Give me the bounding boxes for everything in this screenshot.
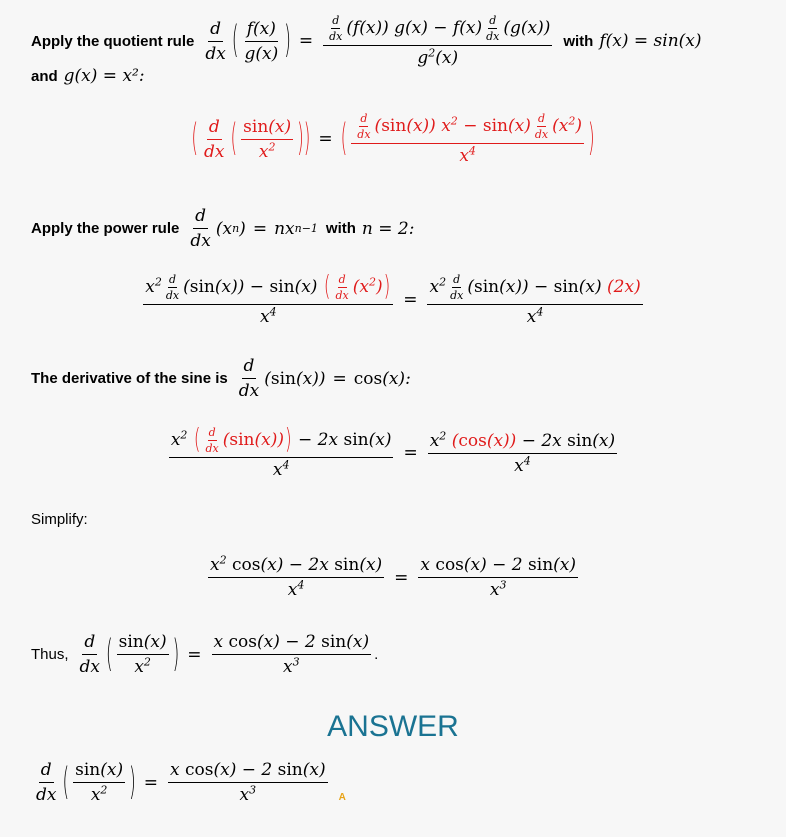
step-power-rule bbox=[31, 206, 414, 251]
step-quotient-line2 bbox=[31, 66, 145, 86]
step-sine-label: The derivative of the sine is bbox=[31, 370, 228, 387]
power-rule-formula: $\frac{d}{dx}$ (x n ) = nx n−1 bbox=[190, 206, 318, 251]
step-power-label: Apply the power rule bbox=[31, 220, 180, 237]
g-definition: g(x) = x²: bbox=[63, 66, 145, 86]
equation-sine-applied: $x^2$ ( $\frac{d}{dx}$ (sin(x))) − 2x sin(x) $x^4$ = $\frac{x^2 (\cos(x)) - 2x \sin(x)}{x^4}$ bbox=[170, 424, 616, 480]
step-power-with: with bbox=[325, 220, 356, 237]
equation-simplified: $\frac{x^2 \cos(x) - 2x \sin(x)}{x^4}$ = $\frac{\text{x cos(x) − 2 sin(x)}}{x^3}$ bbox=[209, 553, 577, 600]
step-thus bbox=[31, 632, 378, 677]
answer-formula: $\frac{d}{dx}$ ( $\frac{\sin(x)}{x^2}$ ) = $\frac{\text{x cos(x) − 2 sin(x)}}{x^3}$ bbox=[36, 760, 326, 805]
step-quotient-and: and bbox=[31, 67, 58, 85]
answer-formula-row bbox=[31, 760, 346, 805]
n-definition: n = 2: bbox=[361, 218, 415, 239]
f-definition: f(x) = sin(x) bbox=[599, 31, 702, 51]
step-sine-colon: : bbox=[405, 368, 411, 389]
step-simplify-label: Simplify: bbox=[31, 511, 88, 528]
thus-formula: $\frac{d}{dx}$ ( $\frac{\sin(x)}{x^2}$ ) = $\frac{\text{x cos(x) − 2 sin(x)}}{x^3}$ bbox=[79, 632, 370, 677]
quotient-rule-formula: $\frac{d}{dx}$ ( $\frac{f(x)}{g(x)}$ ) = $\frac{d}{dx}$ (f(x)) g(x) − f(x) $\frac{d}{dx}$ (g(x)) $g^2(x)$ bbox=[205, 14, 551, 68]
step-thus-end: . bbox=[374, 646, 379, 663]
equation-power-applied: $x^2$ $\frac{d}{dx}$ (sin(x)) − sin(x) ( $\frac{d}{dx}$ $(x^2)$) $x^4$ = $x^2$ $\frac{d}{dx}$ (sin(x)) − sin(x) (2x) $x^4$ bbox=[145, 271, 641, 327]
answer-badge-icon[interactable]: A bbox=[338, 792, 346, 803]
step-simplify bbox=[31, 511, 88, 528]
answer-title: ANSWER bbox=[327, 710, 459, 743]
step-sine-derivative bbox=[31, 356, 411, 401]
step-thus-label: Thus, bbox=[31, 646, 69, 663]
step-quotient-label: Apply the quotient rule bbox=[31, 32, 195, 50]
step-quotient-rule bbox=[31, 14, 702, 68]
sine-derivative-formula: $\frac{d}{dx}$ ( sin (x)) = cos (x) bbox=[238, 356, 406, 401]
step-quotient-with: with bbox=[563, 32, 594, 50]
equation-quotient-applied: ( $\frac{d}{dx}$ ( $\frac{\sin(x)}{x^2}$ )) = ( $\frac{d}{dx}$ (sin(x)) $x^2 - \sin(x)$ $\frac{d}{dx}$ $(x^2)$ $x^4$ ) bbox=[191, 112, 595, 166]
